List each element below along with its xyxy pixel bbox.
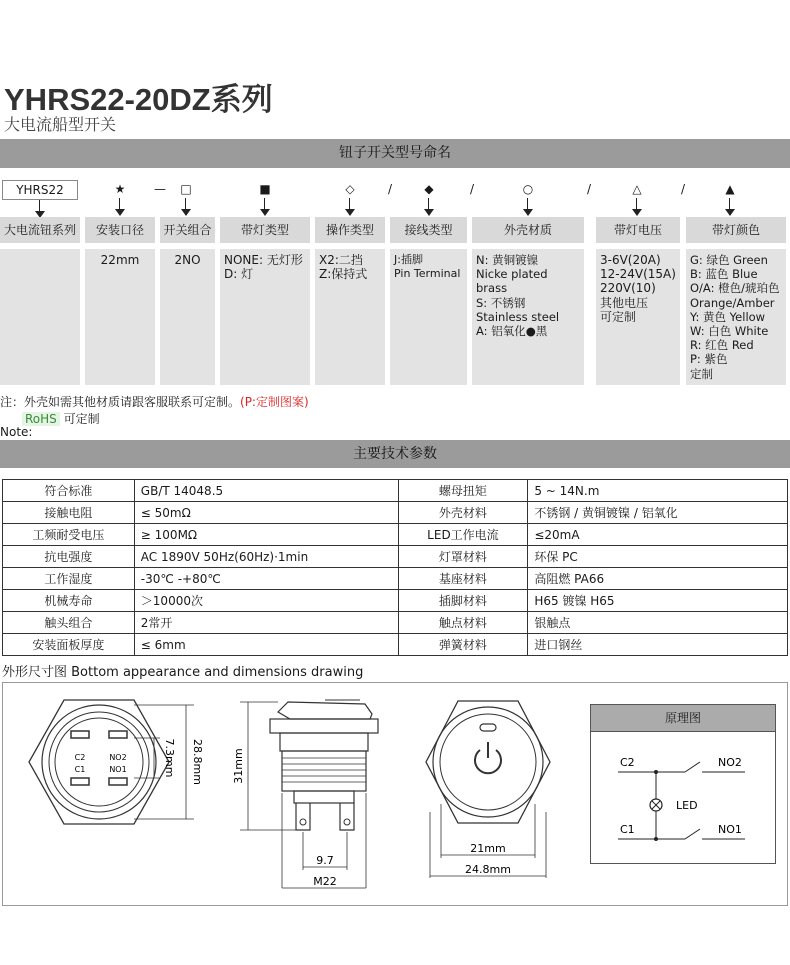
schematic-label-c2: C2 [620, 756, 635, 769]
specs-table [2, 479, 788, 656]
arrow-icon [423, 198, 435, 218]
symbol-triangle-outline: △ [632, 182, 642, 196]
base-ring [55, 718, 143, 806]
indicator-slot [480, 724, 496, 731]
drawing-title: 外形尺寸图 Bottom appearance and dimensions drawing [2, 665, 364, 680]
inner-ring [440, 714, 536, 810]
category-head-light-type: 带灯类型 [220, 217, 310, 243]
bezel [270, 719, 378, 733]
pin-terminal [71, 778, 89, 785]
page-subtitle: 大电流船型开关 [4, 115, 117, 134]
category-head-series: 大电流钮系列 [0, 217, 80, 243]
spec-key: 机械寿命 [3, 590, 135, 612]
rohs-text: 可定制 [63, 412, 100, 426]
hex-nut-outline [426, 701, 550, 823]
arrow-icon [259, 198, 271, 218]
switch-contact [685, 829, 700, 839]
pin-terminal [109, 731, 127, 738]
spec-key: 插脚材料 [398, 590, 528, 612]
spec-value: 高阻燃 PA66 [528, 568, 788, 590]
switch-contact [685, 762, 700, 772]
category-body-series [0, 249, 80, 385]
category-head-diameter: 安装口径 [85, 217, 155, 243]
category-body-diameter: 22mm [85, 249, 155, 385]
category-body-operation: X2:二挡 Z:保持式 [315, 249, 385, 385]
spec-key: 弹簧材料 [398, 634, 528, 656]
spec-row [3, 480, 788, 502]
schematic-label-no1: NO1 [718, 823, 742, 836]
spec-row [3, 546, 788, 568]
front-view-drawing [418, 692, 568, 892]
hex-nut-outline [29, 700, 169, 824]
arrow-icon [180, 198, 192, 218]
spec-value: 银触点 [528, 612, 788, 634]
symbol-star: ★ [114, 182, 126, 196]
spec-value: GB/T 14048.5 [134, 480, 398, 502]
note-housing-text: 注：外壳如需其他材质请跟客服联系可定制。 [0, 395, 241, 409]
spec-value: ≤20mA [528, 524, 788, 546]
bottom-view-drawing [14, 692, 214, 892]
note-label: Note: [0, 425, 33, 439]
spec-key: 安装面板厚度 [3, 634, 135, 656]
pin-label-c1: C1 [74, 765, 86, 774]
schematic-label-c1: C1 [620, 823, 635, 836]
schematic-diagram [590, 732, 776, 864]
dimension-28-8: 28.8mm [191, 739, 204, 785]
spec-key: 符合标准 [3, 480, 135, 502]
spec-key: 基座材料 [398, 568, 528, 590]
note-housing [0, 393, 309, 410]
spec-value: H65 镀镍 H65 [528, 590, 788, 612]
naming-section-header: 钮子开关型号命名 [0, 139, 790, 168]
spec-value: 2常开 [134, 612, 398, 634]
base [294, 791, 354, 803]
dimension-7-3: 7.3mm [163, 738, 176, 778]
category-body-combination: 2NO [160, 249, 215, 385]
dimension-21: 21mm [470, 842, 506, 855]
symbol-diamond-filled: ◆ [424, 182, 434, 196]
page-title: YHRS22-20DZ系列 [4, 82, 273, 117]
spec-value: -30℃ -+80℃ [134, 568, 398, 590]
pin-label-no1: NO1 [109, 765, 127, 774]
arrow-icon [344, 198, 356, 218]
outer-ring [42, 705, 156, 819]
spec-key: 螺母扭矩 [398, 480, 528, 502]
side-view-drawing [230, 692, 400, 892]
symbol-triangle-filled: ▲ [725, 182, 735, 196]
spec-value: 不锈钢 / 黄铜镀镍 / 铝氧化 [528, 502, 788, 524]
symbol-circle: ○ [522, 182, 534, 196]
spec-row [3, 524, 788, 546]
junction-dot [654, 770, 658, 774]
note-custom-pattern: (P:定制图案) [240, 395, 309, 409]
spec-value: AC 1890V 50Hz(60Hz)·1min [134, 546, 398, 568]
pin-terminal [296, 803, 310, 830]
category-head-housing: 外壳材质 [472, 217, 584, 243]
spec-value: 5 ~ 14N.m [528, 480, 788, 502]
spec-key: 触点材料 [398, 612, 528, 634]
spec-key: 工作湿度 [3, 568, 135, 590]
spec-key: 工频耐受电压 [3, 524, 135, 546]
schematic-title: 原理图 [590, 704, 776, 732]
spec-key: 外壳材料 [398, 502, 528, 524]
category-body-color: G: 绿色 Green B: 蓝色 Blue O/A: 橙色/琥珀色 Orange/Amber Y: 黄色 Yellow W: 白色 White R: 红色 Red P: 紫色 定制 [686, 249, 786, 385]
symbol-square-filled: ■ [259, 182, 271, 196]
model-code: YHRS22 [2, 180, 78, 200]
spec-key: 抗电强度 [3, 546, 135, 568]
spec-row [3, 590, 788, 612]
arrow-icon [724, 198, 736, 218]
pin-terminal [71, 731, 89, 738]
spec-row [3, 568, 788, 590]
arrow-icon [114, 198, 126, 218]
arrow-icon [631, 198, 643, 218]
dimension-31: 31mm [232, 748, 245, 784]
pin-terminal [109, 778, 127, 785]
spec-row [3, 502, 788, 524]
category-body-light-type: NONE: 无灯形 D: 灯 [220, 249, 310, 385]
spec-value: ≤ 6mm [134, 634, 398, 656]
spec-value: 环保 PC [528, 546, 788, 568]
symbol-square-outline: □ [180, 182, 192, 196]
schematic-label-no2: NO2 [718, 756, 742, 769]
category-head-combination: 开关组合 [160, 217, 215, 243]
dimension-24-8: 24.8mm [465, 863, 511, 876]
specs-section-header: 主要技术参数 [0, 440, 790, 468]
category-body-wiring: J:插脚 Pin Terminal [390, 249, 467, 385]
symbol-diamond-outline: ◇ [345, 182, 355, 196]
spec-value: 进口钢丝 [528, 634, 788, 656]
category-head-operation: 操作类型 [315, 217, 385, 243]
spec-row [3, 634, 788, 656]
junction-dot [654, 837, 658, 841]
spec-row [3, 612, 788, 634]
category-head-color: 带灯颜色 [686, 217, 786, 243]
threaded-body [282, 751, 366, 791]
pin-label-no2: NO2 [109, 753, 127, 762]
category-head-voltage: 带灯电压 [596, 217, 680, 243]
symbol-slash: / [680, 182, 686, 196]
spec-key: 接触电阻 [3, 502, 135, 524]
dimension-m22: M22 [313, 875, 337, 888]
inner-ring [49, 712, 149, 812]
spec-value: ≤ 50mΩ [134, 502, 398, 524]
category-body-housing: N: 黄铜镀镍 Nicke plated brass S: 不锈钢 Stainless steel A: 铝氧化●黑 [472, 249, 584, 385]
pin-label-c2: C2 [74, 753, 86, 762]
pin-hole [300, 819, 306, 825]
spec-value: ≥ 100MΩ [134, 524, 398, 546]
spec-key: LED工作电流 [398, 524, 528, 546]
nut [280, 733, 368, 751]
rohs-note [22, 410, 100, 427]
spec-key: 灯罩材料 [398, 546, 528, 568]
dimension-9-7: 9.7 [316, 854, 334, 867]
schematic-label-led: LED [676, 799, 698, 812]
rohs-badge: RoHS [22, 412, 60, 426]
rocker-cap [278, 702, 372, 719]
pin-hole [344, 819, 350, 825]
category-body-voltage: 3-6V(20A) 12-24V(15A) 220V(10) 其他电压 可定制 [596, 249, 680, 385]
symbol-slash: / [387, 182, 393, 196]
spec-value: ＞10000次 [134, 590, 398, 612]
category-head-wiring: 接线类型 [390, 217, 467, 243]
pin-terminal [340, 803, 354, 830]
symbol-dash: — [154, 182, 166, 196]
symbol-slash: / [586, 182, 592, 196]
arrow-icon [522, 198, 534, 218]
spec-key: 触头组合 [3, 612, 135, 634]
symbol-slash: / [469, 182, 475, 196]
